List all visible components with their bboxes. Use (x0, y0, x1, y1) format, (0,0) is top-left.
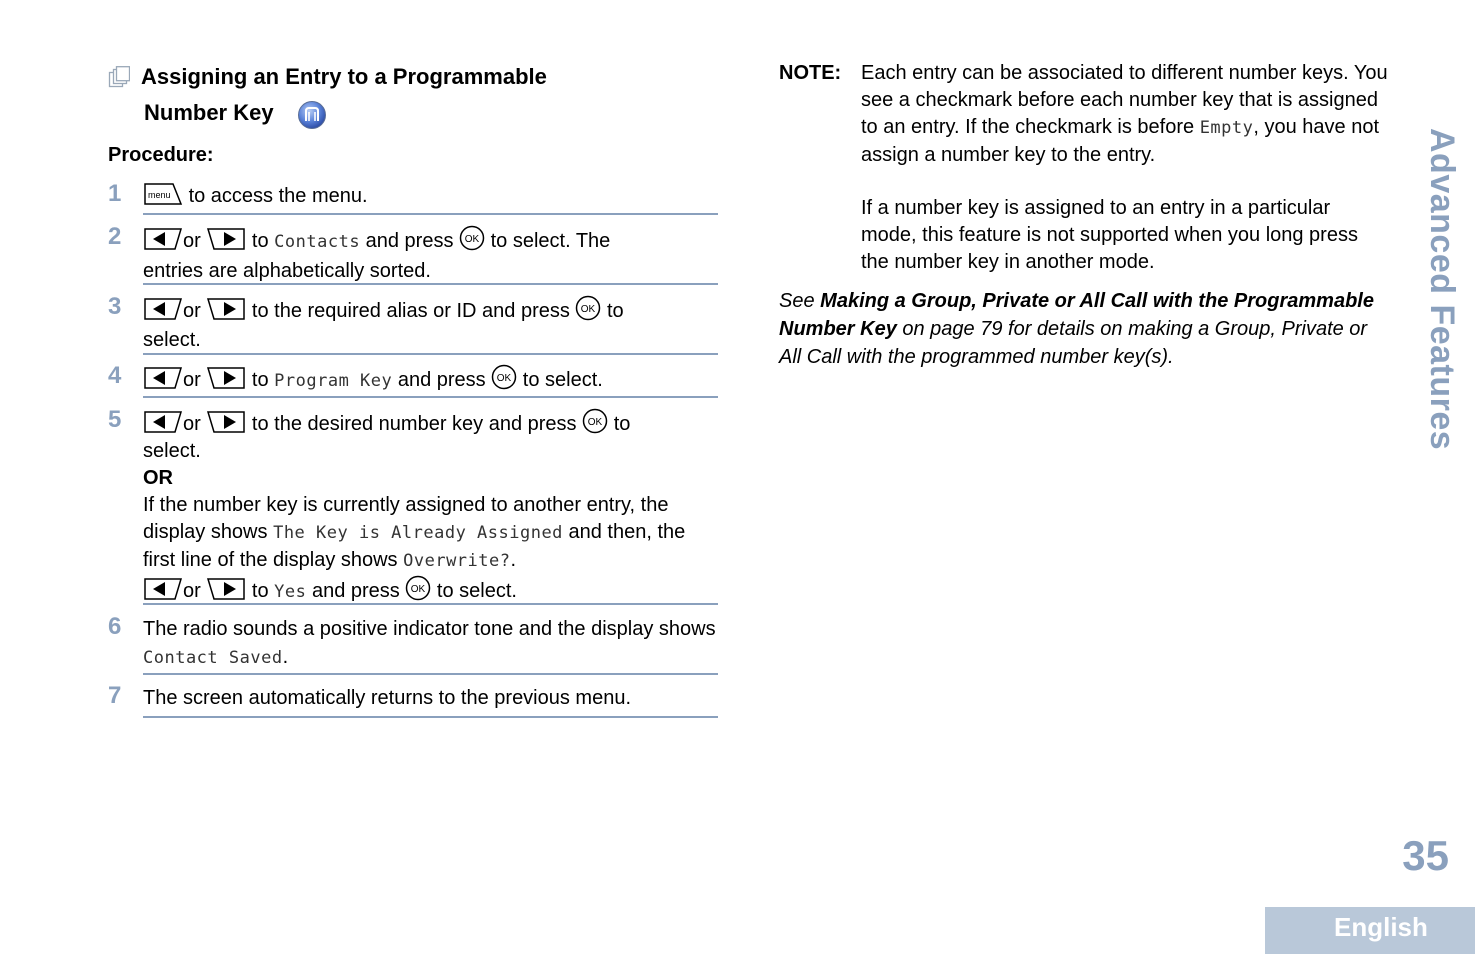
step-divider (143, 283, 718, 285)
step-text: to select. (522, 369, 603, 391)
step-text: to select. The (490, 230, 611, 252)
display-text: Yes (274, 582, 307, 602)
step-text: entries are alphabetically sorted. (143, 260, 431, 282)
ok-key-icon (575, 295, 601, 321)
step-number: 6 (108, 613, 122, 640)
ok-key-icon (459, 225, 485, 251)
step-text: or (183, 580, 201, 602)
ok-key-icon (405, 575, 431, 601)
step-text: to select. (436, 580, 517, 602)
step-number: 3 (108, 293, 122, 320)
step-text: and press (311, 580, 400, 602)
page-number: 35 (1402, 832, 1449, 879)
svg-text:OK: OK (587, 417, 603, 428)
display-text: The Key is Already Assigned (273, 523, 563, 543)
step-text: to (613, 413, 631, 435)
step-text: . (282, 646, 289, 668)
chapter-side-title: Advanced Features (1423, 128, 1461, 451)
step-text: or (183, 413, 201, 435)
see-also-suffix: on page 79 for details on making a Group, Private or All Call with the programmed number key(s). (779, 318, 1368, 368)
step-text: to (251, 230, 269, 252)
note-text: , you have not assign a number key to the entry. (861, 116, 1380, 166)
svg-text:OK: OK (497, 373, 512, 384)
step-number: 1 (108, 180, 122, 207)
right-arrow-key-icon (206, 577, 246, 601)
menu-key-icon (143, 182, 183, 206)
or-label: OR (143, 467, 173, 489)
see-also-prefix: See (779, 290, 815, 312)
step-text: select. (143, 329, 201, 351)
heading-line-2: Number Key (144, 100, 274, 125)
display-text: Program Key (274, 371, 393, 391)
right-arrow-key-icon (206, 297, 246, 321)
note-paragraph: If a number key is assigned to an entry in a particular mode, this feature is not supported when you long press the number key in another mode. (861, 197, 1358, 273)
step-text: to (251, 369, 269, 391)
svg-text:menu: menu (148, 190, 171, 200)
left-arrow-key-icon (143, 227, 183, 251)
step-divider (143, 213, 718, 215)
step-text: to (607, 300, 624, 322)
step-divider (143, 716, 718, 718)
step-text: to access the menu. (188, 185, 368, 207)
step-number: 5 (108, 406, 122, 433)
step-divider (143, 353, 718, 355)
svg-text:OK: OK (581, 304, 596, 315)
right-arrow-key-icon (206, 410, 246, 434)
heading-line-1: Assigning an Entry to a Programmable (141, 64, 547, 89)
step-text: to (251, 580, 269, 602)
step-text: and press (365, 230, 454, 252)
svg-text:OK: OK (411, 584, 426, 595)
svg-text:OK: OK (464, 234, 480, 245)
ok-key-icon (582, 408, 608, 434)
display-text: Overwrite? (403, 551, 511, 571)
step-text: If the number key is currently assigned to another entry, the display shows (143, 494, 669, 543)
step-text: and then, the first line of the display shows (143, 521, 686, 571)
procedure-label: Procedure: (108, 144, 214, 166)
left-arrow-key-icon (143, 577, 183, 601)
step-number: 7 (108, 682, 122, 709)
left-arrow-key-icon (143, 366, 183, 390)
step-number: 4 (108, 362, 122, 389)
left-arrow-key-icon (143, 410, 183, 434)
step-text: . (510, 549, 517, 571)
cross-reference-link[interactable]: Making a Group, Private or All Call with the Programmable Number Key (779, 290, 1374, 340)
step-text: and press (397, 369, 486, 391)
step-text: select. (143, 440, 201, 462)
note-text: Each entry can be associated to different number keys. You see a checkmark before each number key that is assigned to an entry. If the checkmark is before (861, 62, 1388, 138)
step-text: The screen automatically returns to the previous menu. (143, 687, 632, 709)
step-text: or (183, 300, 201, 322)
pages-icon (108, 66, 130, 88)
display-text: Contact Saved (143, 648, 283, 668)
step-number: 2 (108, 223, 122, 250)
step-text: or (183, 230, 201, 252)
see-also-reference (779, 287, 1389, 371)
display-text: Empty (1199, 118, 1254, 138)
step-text: The radio sounds a positive indicator tone and the display shows (143, 618, 716, 640)
note-paragraph (861, 60, 1391, 169)
left-arrow-key-icon (143, 297, 183, 321)
programmable-key-icon (297, 100, 327, 130)
language-tab: English (1265, 907, 1475, 954)
step-divider (143, 673, 718, 675)
display-text: Contacts (274, 232, 361, 252)
step-text: to the required alias or ID and press (251, 300, 570, 322)
ok-key-icon (491, 364, 517, 390)
step-divider (143, 603, 718, 605)
right-arrow-key-icon (206, 227, 246, 251)
step-text: to the desired number key and press (251, 413, 577, 435)
step-divider (143, 396, 718, 398)
right-arrow-key-icon (206, 366, 246, 390)
step-text: or (183, 369, 201, 391)
note-label: NOTE: (779, 62, 842, 84)
